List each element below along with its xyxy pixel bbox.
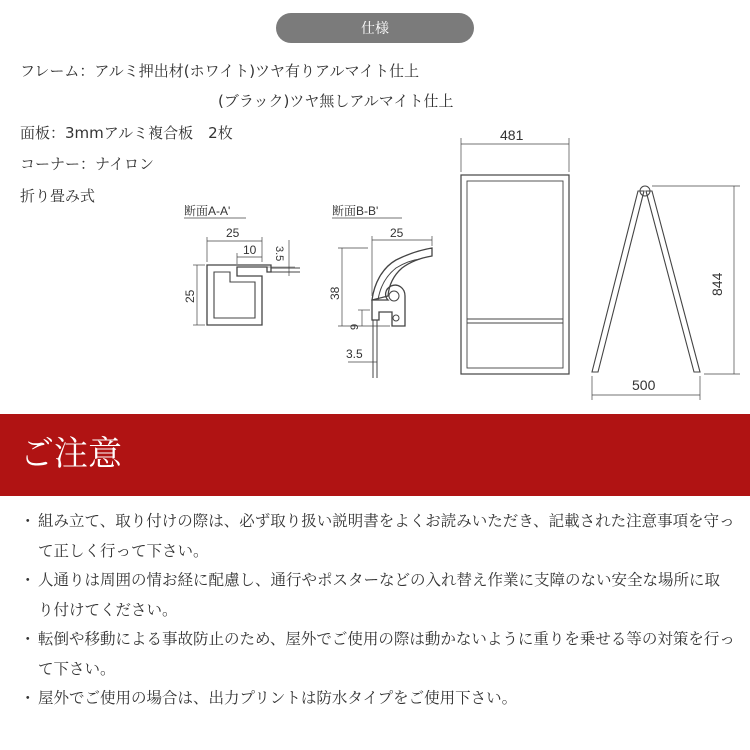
side-height-label: 844 bbox=[709, 272, 725, 296]
front-width-label: 481 bbox=[500, 127, 524, 143]
caution-item bbox=[20, 684, 735, 714]
caution-item-text: 組み立て、取り付けの際は、必ず取り扱い説明書をよくお読みいただき、記載された注意事項を守って正しく行って下さい。 bbox=[38, 512, 735, 560]
spec-corner: コーナー：ナイロン bbox=[20, 155, 154, 173]
side-view-drawing bbox=[592, 186, 740, 400]
section-a-inner bbox=[214, 272, 255, 318]
caution-bullet: ・ bbox=[20, 512, 36, 530]
side-base-label: 500 bbox=[632, 377, 656, 393]
front-frame-inner bbox=[467, 181, 563, 368]
caution-item bbox=[20, 507, 735, 566]
section-a-height-label: 25 bbox=[183, 289, 197, 303]
section-b-drawing bbox=[328, 203, 432, 378]
caution-title: ご注意 bbox=[20, 434, 122, 474]
front-view-drawing bbox=[461, 127, 569, 374]
section-b-title: 断面B-B' bbox=[332, 204, 379, 218]
section-b-gap-label: 3.5 bbox=[346, 347, 363, 361]
section-a-lip-label: 10 bbox=[243, 243, 257, 257]
caution-bullet: ・ bbox=[20, 689, 36, 707]
section-b-height-label: 38 bbox=[328, 286, 342, 300]
side-leg-left bbox=[592, 191, 644, 372]
section-b-curve-outer bbox=[372, 248, 432, 300]
section-b-hole-upper bbox=[389, 291, 399, 301]
spec-folding: 折り畳み式 bbox=[20, 187, 96, 205]
caution-item bbox=[20, 566, 735, 625]
caution-bullet: ・ bbox=[20, 571, 36, 589]
spec-panel: 面板：3mmアルミ複合板 2枚 bbox=[20, 124, 233, 142]
caution-item-text: 転倒や移動による事故防止のため、屋外でご使用の際は動かないように重りを乗せる等の対策を行って下さい。 bbox=[38, 630, 735, 678]
section-a-outline bbox=[207, 265, 271, 325]
section-a-width-label: 25 bbox=[226, 226, 240, 240]
section-a-gap-label: 3.5 bbox=[273, 246, 285, 262]
spec-badge-label: 仕様 bbox=[361, 21, 389, 37]
caution-item-text: 人通りは周囲の情お経に配慮し、通行やポスターなどの入れ替え作業に支障のない安全な場所に取 り付けてください。 bbox=[38, 571, 736, 619]
caution-bullet: ・ bbox=[20, 630, 36, 648]
side-leg-right bbox=[646, 191, 700, 372]
section-a-title: 断面A-A' bbox=[184, 204, 231, 218]
section-b-hole-lower bbox=[393, 315, 399, 321]
caution-item bbox=[20, 625, 735, 684]
spec-frame-line1: フレーム：アルミ押出材(ホワイト)ツヤ有りアルマイト仕上 bbox=[20, 62, 420, 80]
section-b-width-label: 25 bbox=[390, 226, 404, 240]
spec-frame-line2: (ブラック)ツヤ無しアルマイト仕上 bbox=[218, 92, 454, 110]
caution-banner bbox=[0, 414, 750, 496]
section-b-slot-label: 9 bbox=[349, 323, 361, 330]
caution-item-text: 屋外でご使用の場合は、出力プリントは防水タイプをご使用下さい。 bbox=[38, 689, 518, 707]
front-frame-outer bbox=[461, 175, 569, 374]
section-a-drawing bbox=[183, 203, 300, 325]
caution-list bbox=[20, 507, 735, 714]
